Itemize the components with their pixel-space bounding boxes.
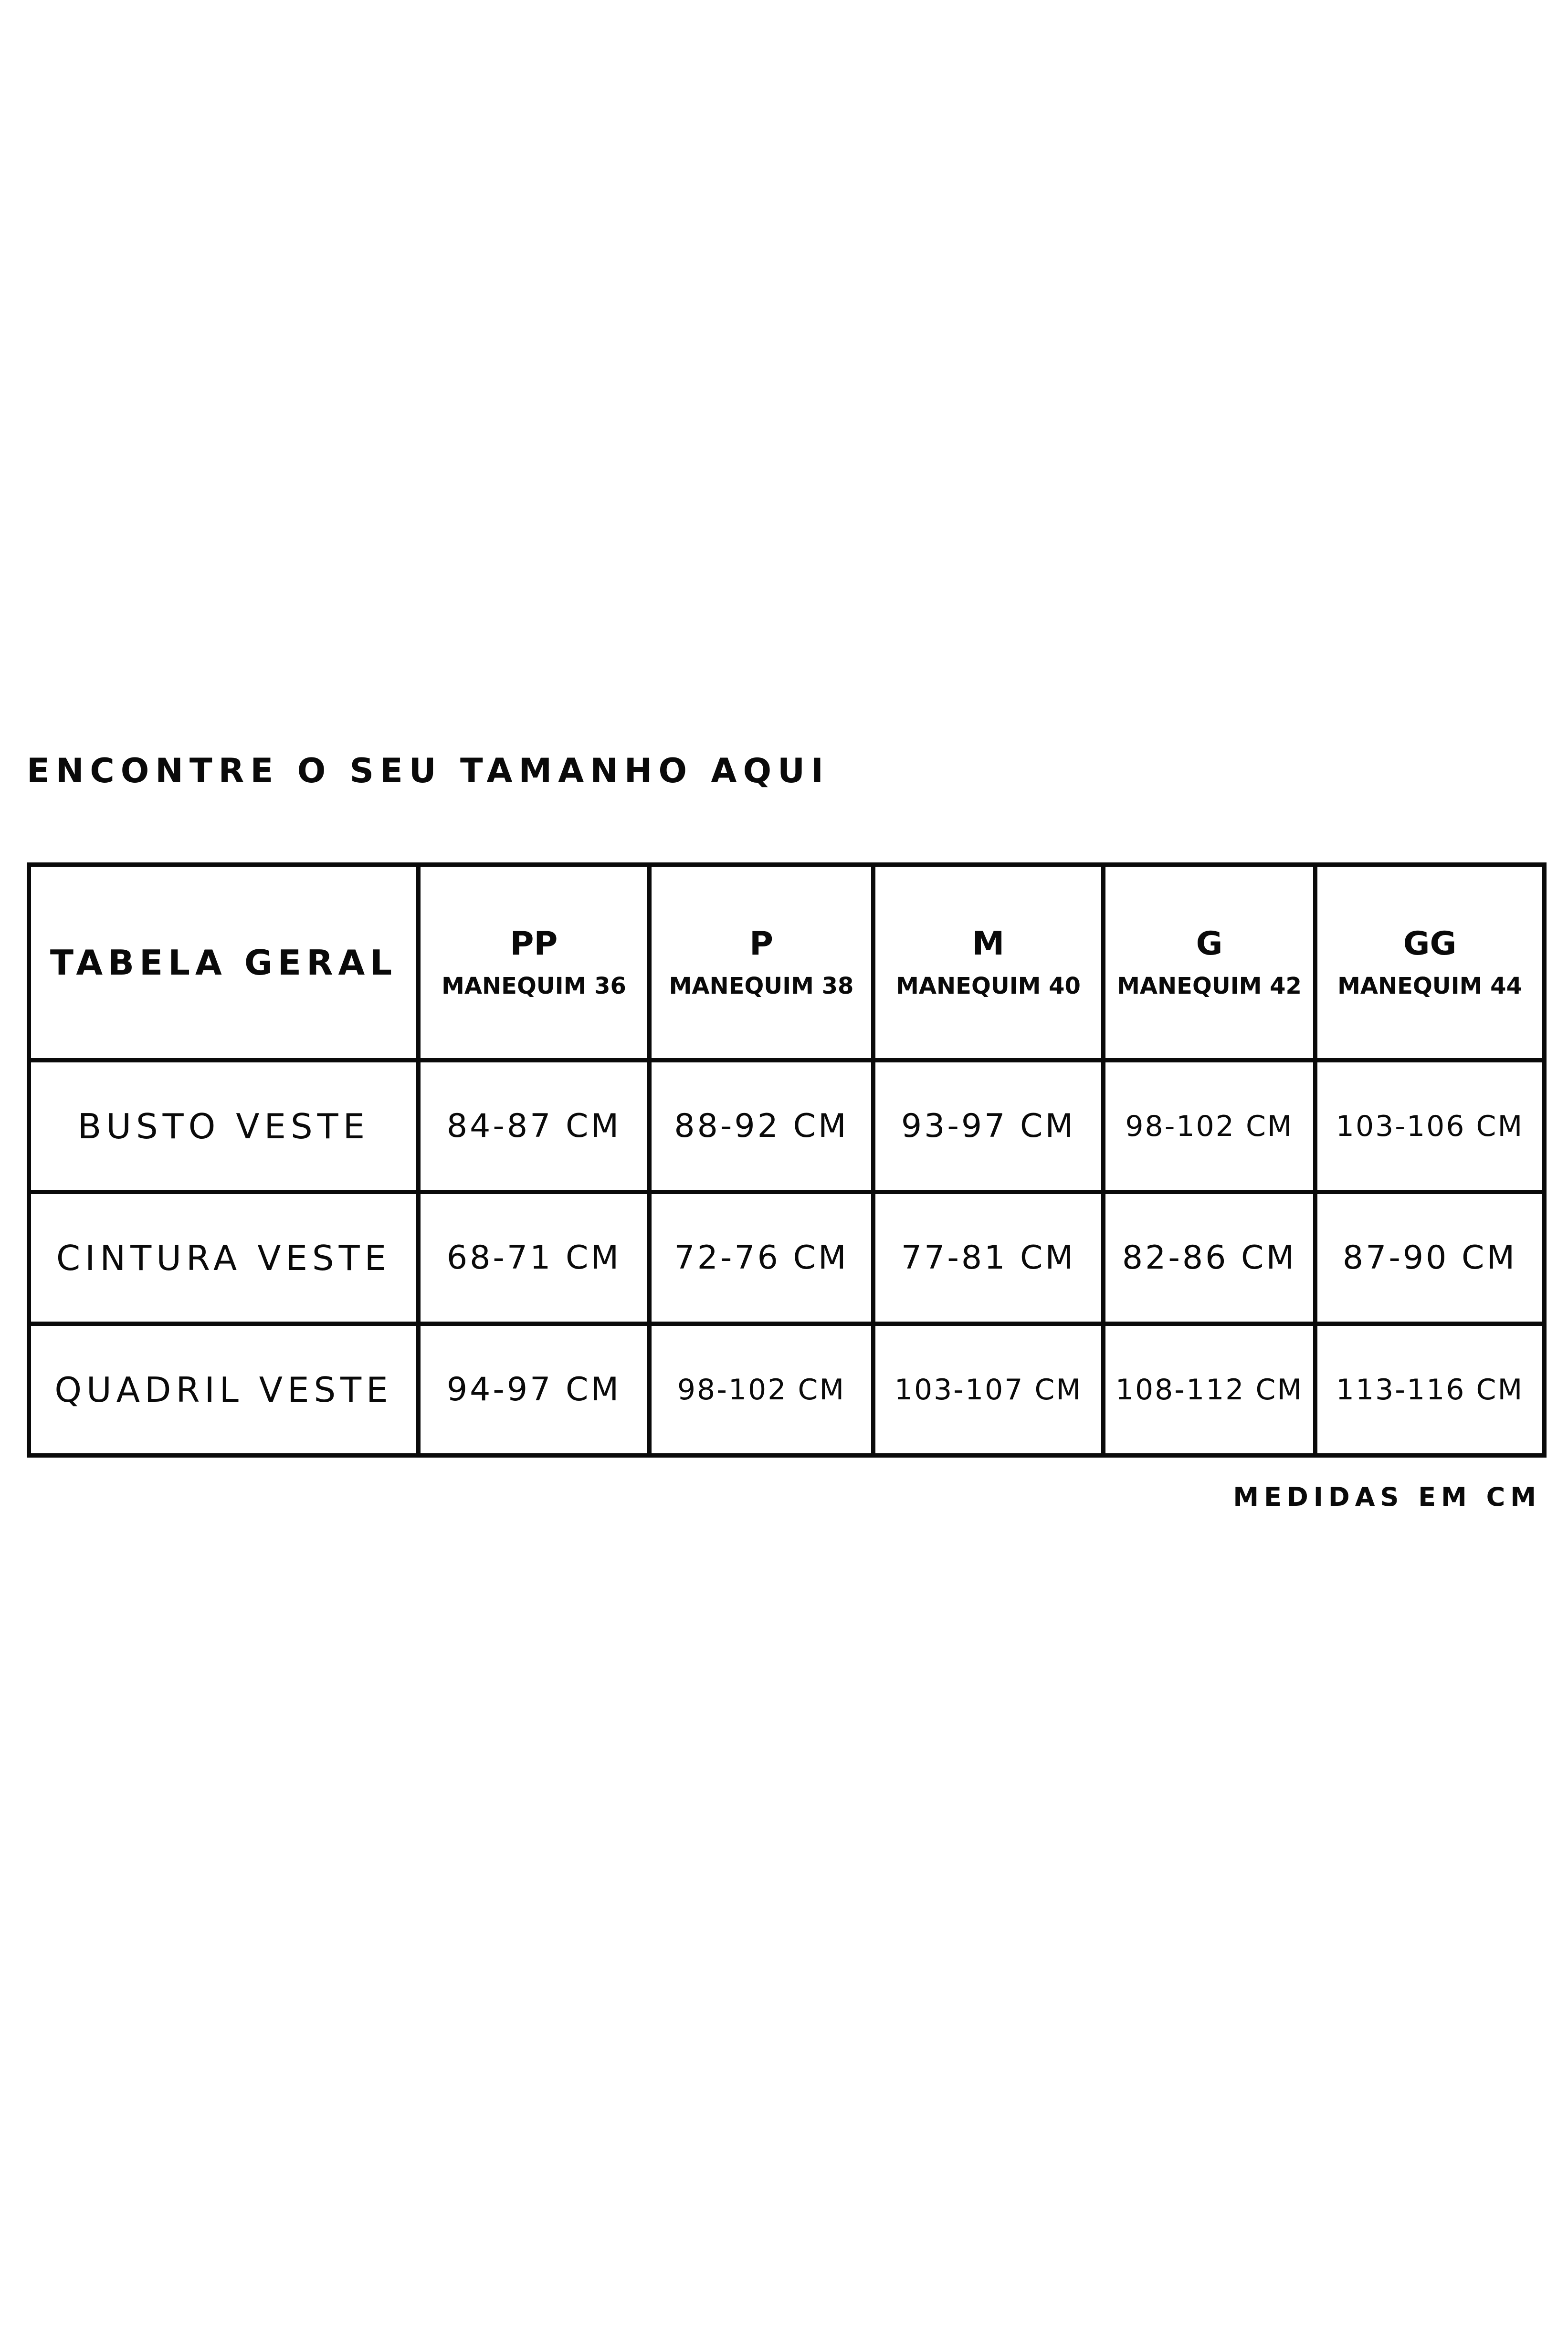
measurement-value: 98-102 CM [677, 1373, 846, 1407]
row-label: CINTURA VESTE [56, 1238, 391, 1278]
table-title: TABELA GERAL [50, 942, 398, 983]
size-mannequin: MANEQUIM 42 [1117, 972, 1302, 999]
table-row-busto [29, 1060, 1545, 1192]
measurement-cell [1315, 1192, 1545, 1324]
measurement-cell [873, 1060, 1104, 1192]
table-row-cintura [29, 1192, 1545, 1324]
measurement-cell [1104, 1324, 1315, 1456]
measurement-value: 93-97 CM [901, 1107, 1076, 1145]
measurement-value: 87-90 CM [1342, 1239, 1517, 1277]
measurement-cell [1315, 1324, 1545, 1456]
measurement-cell [1315, 1060, 1545, 1192]
measurement-value: 103-107 CM [894, 1373, 1083, 1407]
size-code: GG [1403, 925, 1457, 963]
table-header-row [29, 865, 1545, 1060]
size-header-m [873, 865, 1104, 1060]
measurement-cell [1104, 1192, 1315, 1324]
size-header-pp [419, 865, 650, 1060]
measurement-value: 98-102 CM [1125, 1109, 1294, 1143]
measurement-cell [873, 1324, 1104, 1456]
table-row-quadril [29, 1324, 1545, 1456]
page-title: ENCONTRE O SEU TAMANHO AQUI [27, 751, 830, 790]
size-mannequin: MANEQUIM 44 [1337, 972, 1522, 999]
size-code: P [749, 925, 773, 963]
size-chart-table [27, 862, 1547, 1458]
size-mannequin: MANEQUIM 36 [442, 972, 626, 999]
measurement-value: 113-116 CM [1336, 1373, 1524, 1407]
measurement-cell [419, 1324, 650, 1456]
measurement-cell [650, 1324, 873, 1456]
table-corner-cell [29, 865, 419, 1060]
measurement-value: 84-87 CM [446, 1107, 621, 1145]
measurement-cell [419, 1192, 650, 1324]
size-code: M [972, 925, 1005, 963]
size-code: PP [510, 925, 558, 963]
size-header-g [1104, 865, 1315, 1060]
measurement-value: 77-81 CM [901, 1239, 1076, 1277]
measurement-value: 82-86 CM [1122, 1239, 1297, 1277]
measurement-cell [650, 1060, 873, 1192]
row-label: BUSTO VESTE [77, 1106, 370, 1146]
measurement-value: 88-92 CM [674, 1107, 849, 1145]
row-label-cell [29, 1060, 419, 1192]
measurement-value: 68-71 CM [446, 1239, 621, 1277]
row-label-cell [29, 1192, 419, 1324]
size-header-gg [1315, 865, 1545, 1060]
measurement-value: 103-106 CM [1336, 1109, 1524, 1143]
measurement-cell [650, 1192, 873, 1324]
row-label-cell [29, 1324, 419, 1456]
size-mannequin: MANEQUIM 40 [896, 972, 1081, 999]
row-label: QUADRIL VESTE [54, 1369, 393, 1410]
measurement-value: 94-97 CM [446, 1371, 621, 1408]
measurement-cell [1104, 1060, 1315, 1192]
size-header-p [650, 865, 873, 1060]
size-mannequin: MANEQUIM 38 [669, 972, 854, 999]
measurement-cell [873, 1192, 1104, 1324]
measurement-value: 72-76 CM [674, 1239, 849, 1277]
units-footnote: MEDIDAS EM CM [1233, 1482, 1541, 1512]
size-code: G [1196, 925, 1223, 963]
measurement-cell [419, 1060, 650, 1192]
measurement-value: 108-112 CM [1115, 1373, 1304, 1407]
